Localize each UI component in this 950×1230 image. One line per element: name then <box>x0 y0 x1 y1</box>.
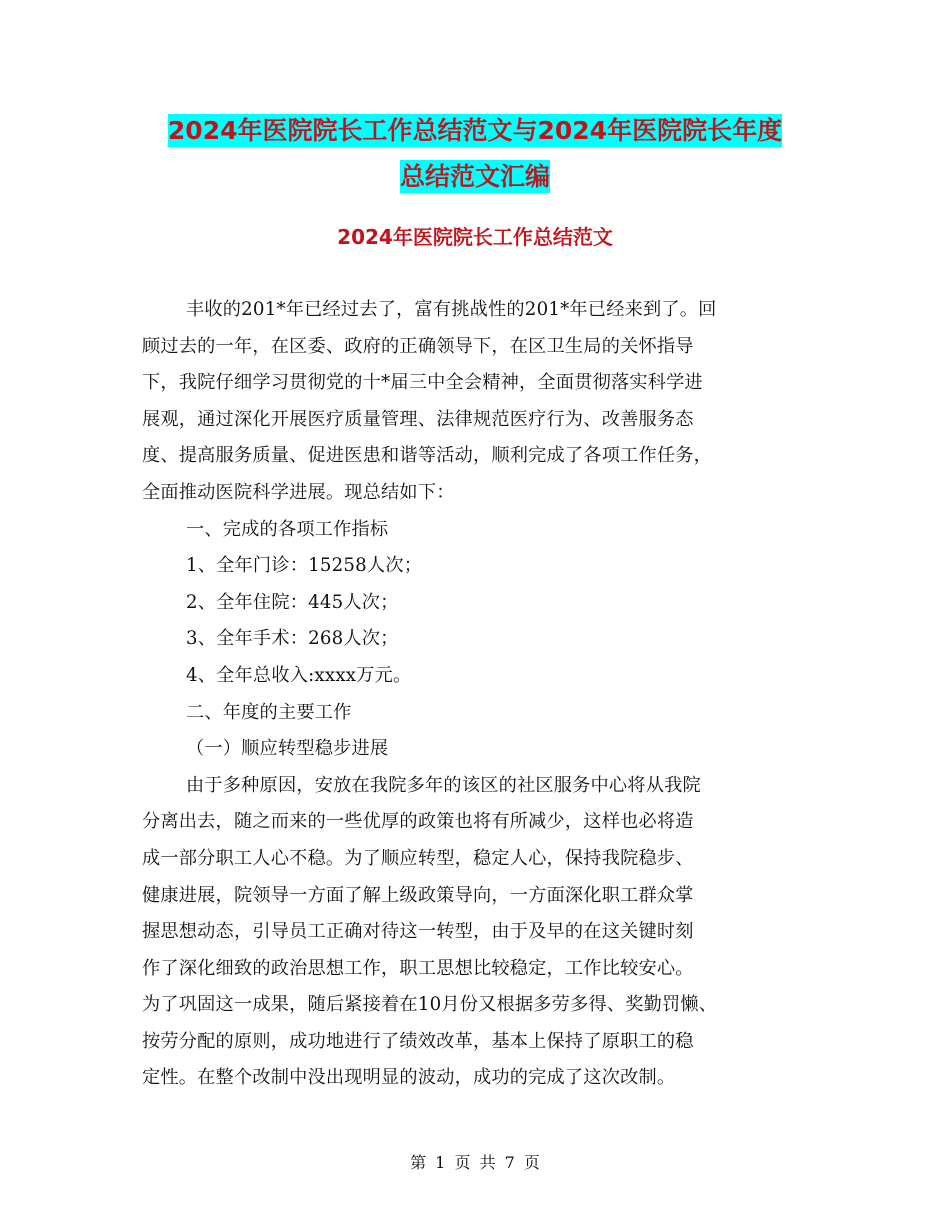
list-item: 1、全年门诊：15258人次； <box>186 555 423 577</box>
paragraph-line: 定性。在整个改制中没出现明显的波动，成功的完成了这次改制。 <box>142 1067 676 1089</box>
heading-work-indicators: 一、完成的各项工作指标 <box>186 518 389 540</box>
document-title-line-1 <box>0 108 950 154</box>
paragraph-line: 下，我院仔细学习贯彻党的十*届三中全会精神，全面贯彻落实科学进 <box>142 372 703 394</box>
paragraph-line: 全面推动医院科学进展。现总结如下： <box>142 481 455 503</box>
section-title: 2024年医院院长工作总结范文 <box>337 225 613 249</box>
paragraph-line: 由于多种原因，安放在我院多年的该区的社区服务中心将从我院 <box>186 774 701 796</box>
paragraph-line: 为了巩固这一成果，随后紧接着在10月份又根据多劳多得、奖勤罚懒、 <box>142 994 718 1016</box>
paragraph-line: 作了深化细致的政治思想工作，职工思想比较稳定，工作比较安心。 <box>142 957 694 979</box>
title-highlight-1: 2024年医院院长工作总结范文与2024年医院院长年度 <box>167 116 783 145</box>
list-item: 3、全年手术：268人次； <box>186 628 399 650</box>
document-title-line-2 <box>0 154 950 200</box>
paragraph-line: 丰收的201*年已经过去了，富有挑战性的201*年已经来到了。回 <box>186 299 717 320</box>
paragraph-line: 健康进展，院领导一方面了解上级政策导向，一方面深化职工群众掌 <box>142 884 694 906</box>
paragraph-line: 分离出去，随之而来的一些优厚的政策也将有所减少，这样也必将造 <box>142 811 694 833</box>
paragraph-line: 按劳分配的原则，成功地进行了绩效改革，基本上保持了原职工的稳 <box>142 1030 694 1052</box>
paragraph-line: 顾过去的一年，在区委、政府的正确领导下，在区卫生局的关怀指导 <box>142 335 694 357</box>
heading-main-work: 二、年度的主要工作 <box>186 701 352 723</box>
paragraph-line: 度、提高服务质量、促进医患和谐等活动，顺利完成了各项工作任务， <box>142 445 713 467</box>
title-highlight-2: 总结范文汇编 <box>399 162 550 191</box>
paragraph-line: 成一部分职工人心不稳。为了顺应转型，稳定人心，保持我院稳步、 <box>142 847 694 869</box>
list-item: 4、全年总收入:xxxx万元。 <box>186 664 412 686</box>
page-indicator: 第 1 页 共 7 页 <box>410 1153 540 1172</box>
paragraph-line: 握思想动态，引导员工正确对待这一转型，由于及早的在这关键时刻 <box>142 921 694 943</box>
paragraph-line: 展观，通过深化开展医疗质量管理、法律规范医疗行为、改善服务态 <box>142 408 694 430</box>
list-item: 2、全年住院：445人次； <box>186 591 399 613</box>
document-body <box>142 292 822 1097</box>
document-title <box>0 108 950 200</box>
subheading-transition: （一）顺应转型稳步进展 <box>186 738 389 760</box>
